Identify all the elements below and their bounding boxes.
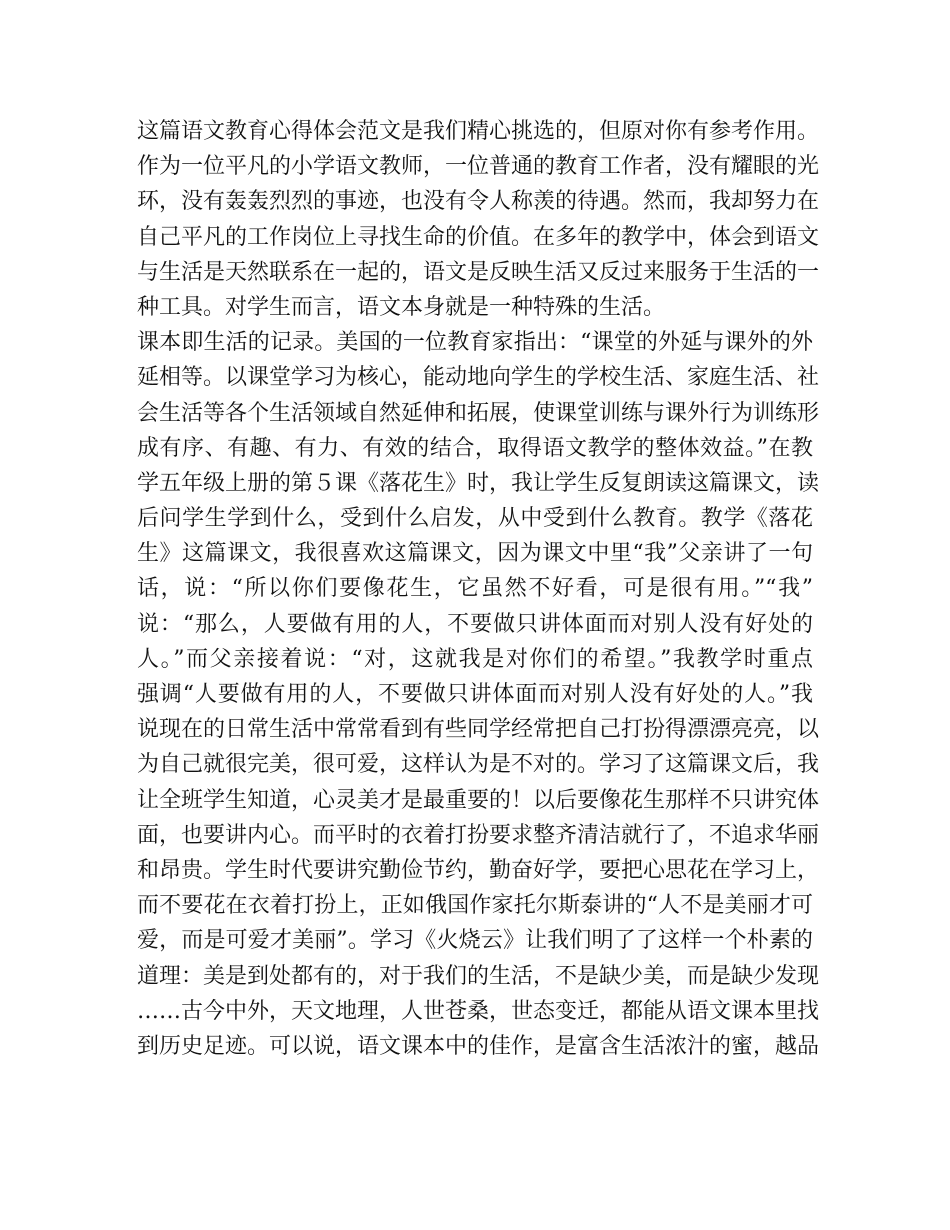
text-line: 与生活是天然联系在一起的，语文是反映生活又反过来服务于生活的一 (137, 259, 820, 285)
text-line: 人。”而父亲接着说：“对，这就我是对你们的希望。”我教学时重点 (137, 646, 813, 672)
text-line: 而不要花在衣着打扮上，正如俄国作家托尔斯泰讲的“人不是美丽才可 (137, 893, 813, 919)
text-line: 种工具。对学生而言，语文本身就是一种特殊的生活。 (137, 294, 666, 320)
text-line: 强调“人要做有用的人，不要做只讲体面而对别人没有好处的人。”我 (137, 682, 813, 707)
text-line: 让全班学生知道，心灵美才是最重要的！以后要像花生那样不只讲究体 (137, 787, 820, 813)
text-line: 为自己就很完美，很可爱，这样认为是不对的。学习了这篇课文后，我 (137, 752, 820, 778)
text-line: 说：“那么，人要做有用的人，不要做只讲体面而对别人没有好处的 (137, 611, 813, 637)
text-line: ……古今中外，天文地理，人世苍桑，世态变迁，都能从语文课本里找 (137, 998, 820, 1024)
paragraph-textbook-life (137, 325, 820, 1064)
text-line: 爱，而是可爱才美丽”。学习《火烧云》让我们明了了这样一个朴素的 (137, 928, 813, 954)
paragraph-teacher-reflection (137, 149, 820, 325)
text-line: 成有序、有趣、有力、有效的结合，取得语文教学的整体效益。”在教 (137, 435, 813, 461)
text-line: 说现在的日常生活中常常看到有些同学经常把自己打扮得漂漂亮亮，以 (137, 717, 820, 743)
text-line: 自己平凡的工作岗位上寻找生命的价值。在多年的教学中，体会到语文 (137, 224, 820, 250)
text-line: 后问学生学到什么，受到什么启发，从中受到什么教育。教学《落花 (137, 506, 813, 532)
text-line: 学五年级上册的第５课《落花生》时，我让学生反复朗读这篇课文，读 (137, 470, 820, 496)
text-line: 面，也要讲内心。而平时的衣着打扮要求整齐清洁就行了，不追求华丽 (137, 822, 820, 848)
text-line: 课本即生活的记录。美国的一位教育家指出：“课堂的外延与课外的外 (137, 330, 813, 356)
text-line: 延相等。以课堂学习为核心，能动地向学生的学校生活、家庭生活、社 (137, 365, 820, 391)
text-line: 生》这篇课文，我很喜欢这篇课文，因为课文中里“我”父亲讲了一句 (137, 541, 813, 567)
text-line: 作为一位平凡的小学语文教师，一位普通的教育工作者，没有耀眼的光 (137, 154, 820, 180)
text-line: 这篇语文教育心得体会范文是我们精心挑选的，但原对你有参考作用。 (137, 119, 820, 144)
text-line: 道理：美是到处都有的，对于我们的生活，不是缺少美，而是缺少发现 (137, 963, 820, 989)
text-line: 会生活等各个生活领域自然延伸和拓展，使课堂训练与课外行为训练形 (137, 400, 820, 426)
paragraph-intro (137, 114, 820, 149)
document-body (137, 114, 820, 1064)
text-line: 到历史足迹。可以说，语文课本中的佳作，是富含生活浓汁的蜜，越品 (137, 1033, 820, 1059)
text-line: 话，说：“所以你们要像花生，它虽然不好看，可是很有用。”“我” (137, 576, 813, 602)
text-line: 环，没有轰轰烈烈的事迹，也没有令人称羡的待遇。然而，我却努力在 (137, 189, 820, 215)
text-line: 和昂贵。学生时代要讲究勤俭节约，勤奋好学，要把心思花在学习上， (137, 857, 820, 883)
